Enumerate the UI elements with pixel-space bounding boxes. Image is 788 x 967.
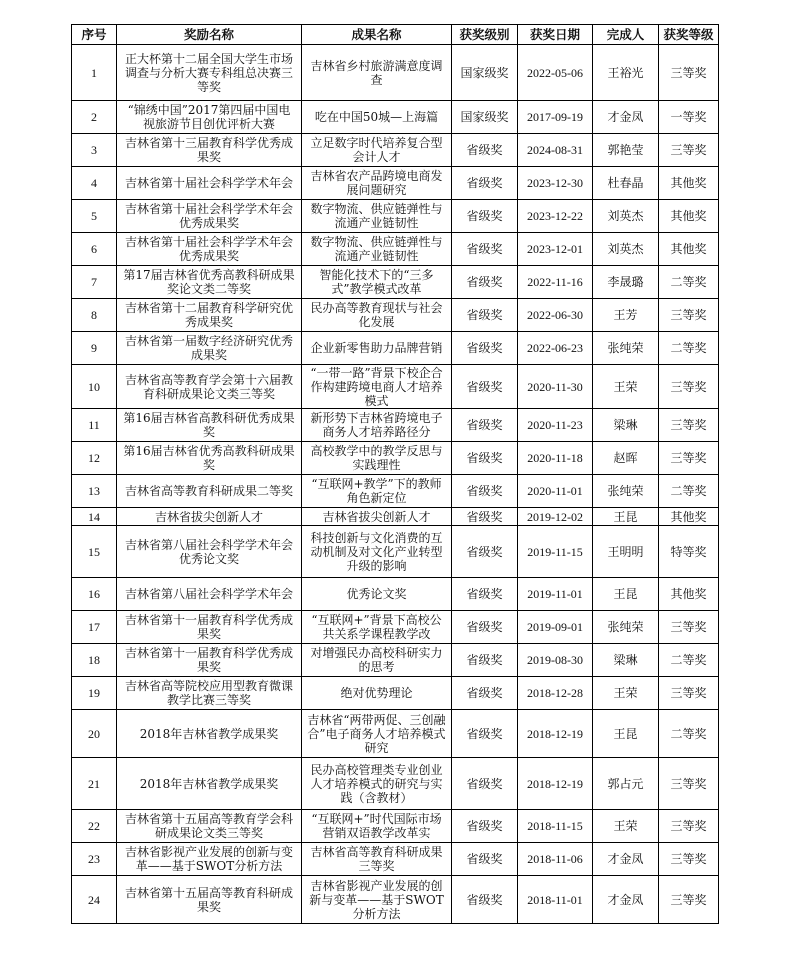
- cell-index: 9: [72, 332, 117, 365]
- cell-award-date: 2022-06-23: [518, 332, 593, 365]
- cell-award-level: 省级奖: [452, 810, 518, 843]
- cell-award-name: 第16届吉林省高教科研优秀成果奖: [117, 409, 302, 442]
- cell-grade: 三等奖: [659, 876, 719, 924]
- cell-person: 王昆: [593, 508, 659, 526]
- header-award-date: 获奖日期: [518, 25, 593, 45]
- cell-award-level: 省级奖: [452, 677, 518, 710]
- cell-result-name: 科技创新与文化消费的互动机制及对文化产业转型升级的影响: [302, 526, 452, 578]
- cell-award-date: 2018-12-28: [518, 677, 593, 710]
- cell-person: 王昆: [593, 710, 659, 758]
- cell-grade: 三等奖: [659, 442, 719, 475]
- cell-award-level: 省级奖: [452, 266, 518, 299]
- cell-index: 16: [72, 578, 117, 611]
- cell-award-name: “锦绣中国”2017第四届中国电视旅游节目创优评析大赛: [117, 101, 302, 134]
- cell-award-date: 2024-08-31: [518, 134, 593, 167]
- cell-award-date: 2020-11-18: [518, 442, 593, 475]
- cell-award-level: 省级奖: [452, 508, 518, 526]
- cell-award-level: 省级奖: [452, 710, 518, 758]
- cell-grade: 其他奖: [659, 200, 719, 233]
- cell-index: 20: [72, 710, 117, 758]
- cell-award-date: 2017-09-19: [518, 101, 593, 134]
- table-row: [72, 644, 719, 677]
- cell-grade: 二等奖: [659, 644, 719, 677]
- cell-person: 郭占元: [593, 758, 659, 810]
- cell-person: 王荣: [593, 677, 659, 710]
- cell-index: 21: [72, 758, 117, 810]
- cell-result-name: 高校教学中的教学反思与实践理性: [302, 442, 452, 475]
- cell-result-name: “一带一路”背景下校企合作构建跨境电商人才培养模式: [302, 365, 452, 409]
- cell-person: 张纯荣: [593, 475, 659, 508]
- cell-person: 梁琳: [593, 409, 659, 442]
- cell-person: 张纯荣: [593, 611, 659, 644]
- cell-person: 刘英杰: [593, 200, 659, 233]
- cell-grade: 三等奖: [659, 810, 719, 843]
- cell-award-date: 2019-09-01: [518, 611, 593, 644]
- cell-index: 10: [72, 365, 117, 409]
- cell-award-name: 吉林省拔尖创新人才: [117, 508, 302, 526]
- cell-award-level: 省级奖: [452, 758, 518, 810]
- cell-award-name: 吉林省第八届社会科学学术年会: [117, 578, 302, 611]
- cell-award-date: 2020-11-01: [518, 475, 593, 508]
- table-row: [72, 233, 719, 266]
- cell-award-name: 吉林省第一届数字经济研究优秀成果奖: [117, 332, 302, 365]
- table-row: [72, 710, 719, 758]
- cell-person: 王昆: [593, 578, 659, 611]
- cell-grade: 二等奖: [659, 475, 719, 508]
- cell-index: 24: [72, 876, 117, 924]
- cell-index: 6: [72, 233, 117, 266]
- table-row: [72, 200, 719, 233]
- cell-index: 19: [72, 677, 117, 710]
- cell-award-level: 省级奖: [452, 233, 518, 266]
- cell-award-name: 正大杯第十二届全国大学生市场调查与分析大赛专科组总决赛三等奖: [117, 45, 302, 101]
- cell-person: 赵晖: [593, 442, 659, 475]
- cell-index: 12: [72, 442, 117, 475]
- table-row: [72, 758, 719, 810]
- header-index: 序号: [72, 25, 117, 45]
- cell-award-level: 省级奖: [452, 299, 518, 332]
- cell-result-name: 优秀论文奖: [302, 578, 452, 611]
- cell-award-level: 省级奖: [452, 611, 518, 644]
- cell-grade: 其他奖: [659, 233, 719, 266]
- cell-award-name: 吉林省第十一届教育科学优秀成果奖: [117, 644, 302, 677]
- table-row: [72, 810, 719, 843]
- table-row: [72, 266, 719, 299]
- cell-grade: 三等奖: [659, 365, 719, 409]
- cell-award-date: 2019-08-30: [518, 644, 593, 677]
- cell-award-name: 吉林省第十三届教育科学优秀成果奖: [117, 134, 302, 167]
- cell-result-name: 绝对优势理论: [302, 677, 452, 710]
- cell-result-name: 吉林省拔尖创新人才: [302, 508, 452, 526]
- cell-result-name: 吃在中国50城—上海篇: [302, 101, 452, 134]
- cell-award-name: 吉林省第十五届高等教育科研成果奖: [117, 876, 302, 924]
- cell-grade: 其他奖: [659, 578, 719, 611]
- cell-index: 18: [72, 644, 117, 677]
- table-row: [72, 45, 719, 101]
- cell-award-name: 2018年吉林省教学成果奖: [117, 758, 302, 810]
- cell-grade: 特等奖: [659, 526, 719, 578]
- cell-result-name: 吉林省乡村旅游满意度调查: [302, 45, 452, 101]
- cell-index: 7: [72, 266, 117, 299]
- cell-index: 22: [72, 810, 117, 843]
- cell-result-name: 立足数字时代培养复合型会计人才: [302, 134, 452, 167]
- cell-person: 才金凤: [593, 101, 659, 134]
- cell-result-name: 智能化技术下的“三多式”教学模式改革: [302, 266, 452, 299]
- cell-award-date: 2023-12-30: [518, 167, 593, 200]
- table-row: [72, 677, 719, 710]
- cell-index: 17: [72, 611, 117, 644]
- awards-table: [71, 24, 719, 924]
- table-row: [72, 101, 719, 134]
- cell-person: 李晟璐: [593, 266, 659, 299]
- cell-result-name: “互联网+”时代国际市场营销双语教学改革实: [302, 810, 452, 843]
- cell-award-date: 2018-11-15: [518, 810, 593, 843]
- table-row: [72, 526, 719, 578]
- cell-person: 王裕光: [593, 45, 659, 101]
- cell-grade: 二等奖: [659, 332, 719, 365]
- cell-award-name: 吉林省第十一届教育科学优秀成果奖: [117, 611, 302, 644]
- cell-award-date: 2018-11-01: [518, 876, 593, 924]
- cell-result-name: 数字物流、供应链弹性与流通产业链韧性: [302, 233, 452, 266]
- cell-award-date: 2023-12-01: [518, 233, 593, 266]
- cell-index: 15: [72, 526, 117, 578]
- cell-result-name: “互联网+教学”下的教师角色新定位: [302, 475, 452, 508]
- cell-index: 3: [72, 134, 117, 167]
- cell-result-name: 民办高校管理类专业创业人才培养模式的研究与实践（含教材）: [302, 758, 452, 810]
- cell-person: 王荣: [593, 810, 659, 843]
- cell-award-level: 省级奖: [452, 876, 518, 924]
- cell-award-level: 省级奖: [452, 526, 518, 578]
- cell-index: 5: [72, 200, 117, 233]
- cell-award-date: 2020-11-23: [518, 409, 593, 442]
- cell-index: 13: [72, 475, 117, 508]
- table-row: [72, 332, 719, 365]
- table-row: [72, 409, 719, 442]
- cell-award-name: 第17届吉林省优秀高教科研成果奖论文类二等奖: [117, 266, 302, 299]
- cell-index: 2: [72, 101, 117, 134]
- table-row: [72, 299, 719, 332]
- cell-award-date: 2018-12-19: [518, 758, 593, 810]
- cell-result-name: 数字物流、供应链弹性与流通产业链韧性: [302, 200, 452, 233]
- table-row: [72, 843, 719, 876]
- cell-grade: 其他奖: [659, 167, 719, 200]
- cell-award-date: 2020-11-30: [518, 365, 593, 409]
- cell-person: 才金凤: [593, 843, 659, 876]
- cell-award-level: 省级奖: [452, 200, 518, 233]
- header-person: 完成人: [593, 25, 659, 45]
- cell-grade: 三等奖: [659, 299, 719, 332]
- cell-award-name: 吉林省第十届社会科学学术年会优秀成果奖: [117, 233, 302, 266]
- table-row: [72, 876, 719, 924]
- table-body: [72, 45, 719, 924]
- cell-award-level: 省级奖: [452, 365, 518, 409]
- cell-index: 4: [72, 167, 117, 200]
- header-result-name: 成果名称: [302, 25, 452, 45]
- table-row: [72, 508, 719, 526]
- cell-award-level: 国家级奖: [452, 45, 518, 101]
- table-row: [72, 578, 719, 611]
- cell-grade: 二等奖: [659, 710, 719, 758]
- cell-grade: 三等奖: [659, 134, 719, 167]
- cell-award-name: 吉林省高等教育学会第十六届教育科研成果论文类三等奖: [117, 365, 302, 409]
- cell-index: 1: [72, 45, 117, 101]
- cell-person: 杜春晶: [593, 167, 659, 200]
- cell-grade: 三等奖: [659, 843, 719, 876]
- cell-award-name: 第16届吉林省优秀高教科研成果奖: [117, 442, 302, 475]
- cell-award-level: 省级奖: [452, 442, 518, 475]
- table-row: [72, 442, 719, 475]
- cell-award-date: 2018-11-06: [518, 843, 593, 876]
- cell-person: 郭艳莹: [593, 134, 659, 167]
- table-row: [72, 167, 719, 200]
- header-award-level: 获奖级别: [452, 25, 518, 45]
- cell-award-name: 吉林省高等院校应用型教育微课教学比赛三等奖: [117, 677, 302, 710]
- cell-grade: 三等奖: [659, 677, 719, 710]
- cell-person: 王芳: [593, 299, 659, 332]
- cell-person: 王明明: [593, 526, 659, 578]
- cell-award-level: 省级奖: [452, 843, 518, 876]
- cell-index: 23: [72, 843, 117, 876]
- cell-award-level: 省级奖: [452, 167, 518, 200]
- cell-person: 张纯荣: [593, 332, 659, 365]
- cell-grade: 其他奖: [659, 508, 719, 526]
- cell-person: 刘英杰: [593, 233, 659, 266]
- header-row: [72, 25, 719, 45]
- cell-award-level: 省级奖: [452, 475, 518, 508]
- cell-award-name: 吉林省第十届社会科学学术年会: [117, 167, 302, 200]
- cell-award-date: 2019-12-02: [518, 508, 593, 526]
- cell-grade: 三等奖: [659, 611, 719, 644]
- cell-result-name: 吉林省农产品跨境电商发展问题研究: [302, 167, 452, 200]
- cell-result-name: 对增强民办高校科研实力的思考: [302, 644, 452, 677]
- cell-award-name: 吉林省影视产业发展的创新与变革——基于SWOT分析方法: [117, 843, 302, 876]
- cell-award-level: 省级奖: [452, 644, 518, 677]
- cell-award-name: 吉林省第十五届高等教育学会科研成果论文类三等奖: [117, 810, 302, 843]
- cell-result-name: 吉林省高等教育科研成果三等奖: [302, 843, 452, 876]
- cell-grade: 三等奖: [659, 45, 719, 101]
- cell-result-name: “互联网+”背景下高校公共关系学课程教学改: [302, 611, 452, 644]
- cell-award-name: 吉林省第十二届教育科学研究优秀成果奖: [117, 299, 302, 332]
- cell-grade: 三等奖: [659, 409, 719, 442]
- cell-index: 8: [72, 299, 117, 332]
- table-row: [72, 134, 719, 167]
- cell-award-name: 吉林省高等教育科研成果二等奖: [117, 475, 302, 508]
- cell-award-date: 2019-11-01: [518, 578, 593, 611]
- cell-award-date: 2022-05-06: [518, 45, 593, 101]
- cell-award-name: 吉林省第十届社会科学学术年会优秀成果奖: [117, 200, 302, 233]
- cell-grade: 二等奖: [659, 266, 719, 299]
- cell-index: 14: [72, 508, 117, 526]
- cell-grade: 三等奖: [659, 758, 719, 810]
- cell-index: 11: [72, 409, 117, 442]
- cell-result-name: 吉林省影视产业发展的创新与变革——基于SWOT分析方法: [302, 876, 452, 924]
- table-row: [72, 611, 719, 644]
- table-row: [72, 365, 719, 409]
- header-award-name: 奖励名称: [117, 25, 302, 45]
- cell-award-level: 省级奖: [452, 134, 518, 167]
- cell-award-date: 2022-11-16: [518, 266, 593, 299]
- cell-award-level: 省级奖: [452, 409, 518, 442]
- cell-grade: 一等奖: [659, 101, 719, 134]
- cell-person: 梁琳: [593, 644, 659, 677]
- header-grade: 获奖等级: [659, 25, 719, 45]
- cell-person: 王荣: [593, 365, 659, 409]
- cell-result-name: 新形势下吉林省跨境电子商务人才培养路径分: [302, 409, 452, 442]
- table-row: [72, 475, 719, 508]
- cell-award-date: 2019-11-15: [518, 526, 593, 578]
- cell-award-name: 2018年吉林省教学成果奖: [117, 710, 302, 758]
- cell-result-name: 企业新零售助力品牌营销: [302, 332, 452, 365]
- cell-result-name: 民办高等教育现状与社会化发展: [302, 299, 452, 332]
- cell-result-name: 吉林省“两带两促、三创融合”电子商务人才培养模式研究: [302, 710, 452, 758]
- cell-award-date: 2018-12-19: [518, 710, 593, 758]
- cell-award-name: 吉林省第八届社会科学学术年会优秀论文奖: [117, 526, 302, 578]
- cell-person: 才金凤: [593, 876, 659, 924]
- cell-award-level: 省级奖: [452, 332, 518, 365]
- cell-award-level: 省级奖: [452, 578, 518, 611]
- cell-award-date: 2022-06-30: [518, 299, 593, 332]
- cell-award-level: 国家级奖: [452, 101, 518, 134]
- cell-award-date: 2023-12-22: [518, 200, 593, 233]
